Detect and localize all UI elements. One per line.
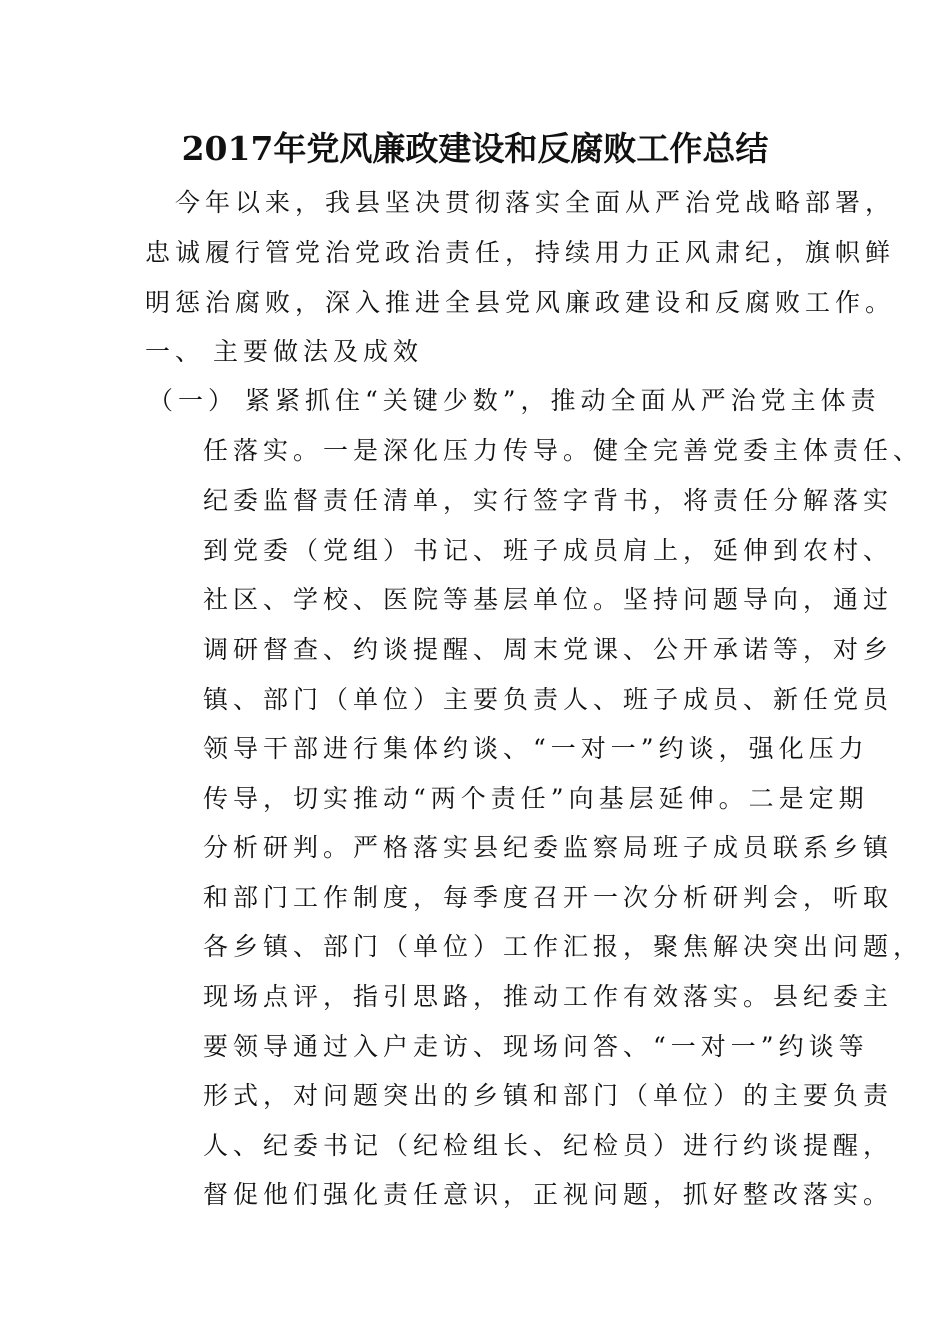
document-title: 2017年党风廉政建设和反腐败工作总结 xyxy=(181,129,769,168)
intro-line-2: 忠诚履行管党治党政治责任，持续用力正风肃纪，旗帜鲜 xyxy=(145,238,896,267)
body-line: 现场点评，指引思路，推动工作有效落实。县纪委主 xyxy=(203,982,894,1011)
body-line: 各乡镇、部门（单位）工作汇报，聚焦解决突出问题， xyxy=(203,932,924,961)
body-line: 纪委监督责任清单，实行签字背书，将责任分解落实 xyxy=(203,486,894,515)
intro-line-1: 今年以来，我县坚决贯彻落实全面从严治党战略部署， xyxy=(145,188,896,217)
body-line: 任落实。一是深化压力传导。健全完善党委主体责任、 xyxy=(203,436,924,465)
body-line: 镇、部门（单位）主要负责人、班子成员、新任党员 xyxy=(203,685,894,714)
section-1-heading: 主要做法及成效 xyxy=(213,337,424,366)
body-line: 社区、学校、医院等基层单位。坚持问题导向，通过 xyxy=(203,585,894,614)
body-line: 要领导通过入户走访、现场问答、“一对一”约谈等 xyxy=(203,1032,869,1061)
intro-line-3: 明惩治腐败，深入推进全县党风廉政建设和反腐败工作。 xyxy=(145,288,896,317)
body-line: 到党委（党组）书记、班子成员肩上，延伸到农村、 xyxy=(203,536,894,565)
body-line: 分析研判。严格落实县纪委监察局班子成员联系乡镇 xyxy=(203,833,894,862)
body-line: 领导干部进行集体约谈、“一对一”约谈，强化压力 xyxy=(203,734,869,763)
subsection-1-number: （一） xyxy=(148,386,239,415)
body-line: 传导，切实推动“两个责任”向基层延伸。二是定期 xyxy=(203,784,869,813)
body-line: 督促他们强化责任意识，正视问题，抓好整改落实。 xyxy=(203,1180,894,1209)
body-line: 人、纪委书记（纪检组长、纪检员）进行约谈提醒， xyxy=(203,1131,894,1160)
body-line: 和部门工作制度，每季度召开一次分析研判会，听取 xyxy=(203,883,894,912)
body-line: 调研督查、约谈提醒、周末党课、公开承诺等，对乡 xyxy=(203,635,894,664)
subsection-1-first-line: 紧紧抓住“关键少数”，推动全面从严治党主体责 xyxy=(245,386,881,415)
body-line: 形式，对问题突出的乡镇和部门（单位）的主要负责 xyxy=(203,1081,894,1110)
section-1-number: 一、 xyxy=(145,337,206,366)
